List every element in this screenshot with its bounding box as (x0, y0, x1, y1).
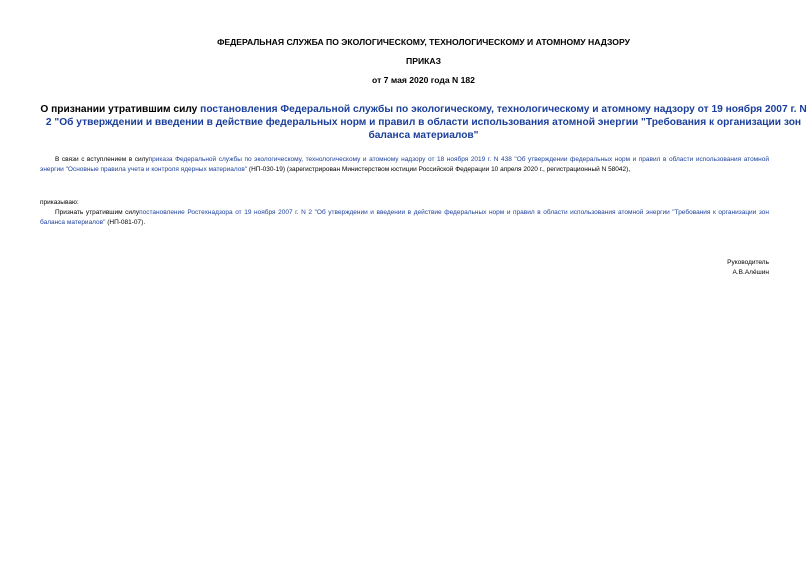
signature-role: Руководитель (727, 259, 769, 266)
paragraph-grounds (40, 155, 769, 175)
p3-prefix: Признать утратившим силу (55, 209, 140, 216)
p1-prefix: В связи с вступлением в силу (55, 156, 149, 163)
title-link[interactable]: постановления Федеральной службы по экологическому, технологическому и атомному надзору от 19 ноября 2007 г. N 2 "Об утверждении и введении в действие федеральных норм и правил в области использования атомной энергии "Требования к организации зон баланса материалов" (45, 104, 807, 141)
order-date-heading: от 7 мая 2020 года N 182 (372, 75, 475, 85)
paragraph-decision (40, 208, 769, 228)
p1-order-link[interactable]: приказа Федеральной службы по экологическому, технологическому и атомному надзору от 18 ноября 2019 г. N 438 "Об утверждении федеральных норм и правил в области использования атомной энергии "Основные правила учета и контроля ядерных материалов" (40, 156, 769, 173)
p3-suffix: (НП-081-07). (105, 219, 146, 226)
title-prefix: О признании утратившим силу (40, 104, 201, 115)
order-type-heading: ПРИКАЗ (406, 56, 441, 66)
document-title (40, 103, 807, 142)
p1-suffix: (НП-030-19) (зарегистрирован Министерством юстиции Российской Федерации 10 апреля 2020 г., регистрационный N 58042), (247, 166, 631, 173)
agency-heading: ФЕДЕРАЛЬНАЯ СЛУЖБА ПО ЭКОЛОГИЧЕСКОМУ, ТЕХНОЛОГИЧЕСКОМУ И АТОМНОМУ НАДЗОРУ (217, 37, 630, 47)
p3-resolution-link[interactable]: постановление Ростехнадзора от 19 ноября 2007 г. N 2 "Об утверждении и введении в действие федеральных норм и правил в области использования атомной энергии "Требования к организации зон баланса материалов" (40, 209, 769, 226)
signature-name: А.В.Алёшин (732, 269, 769, 276)
paragraph-order-word: приказываю: (40, 199, 79, 206)
